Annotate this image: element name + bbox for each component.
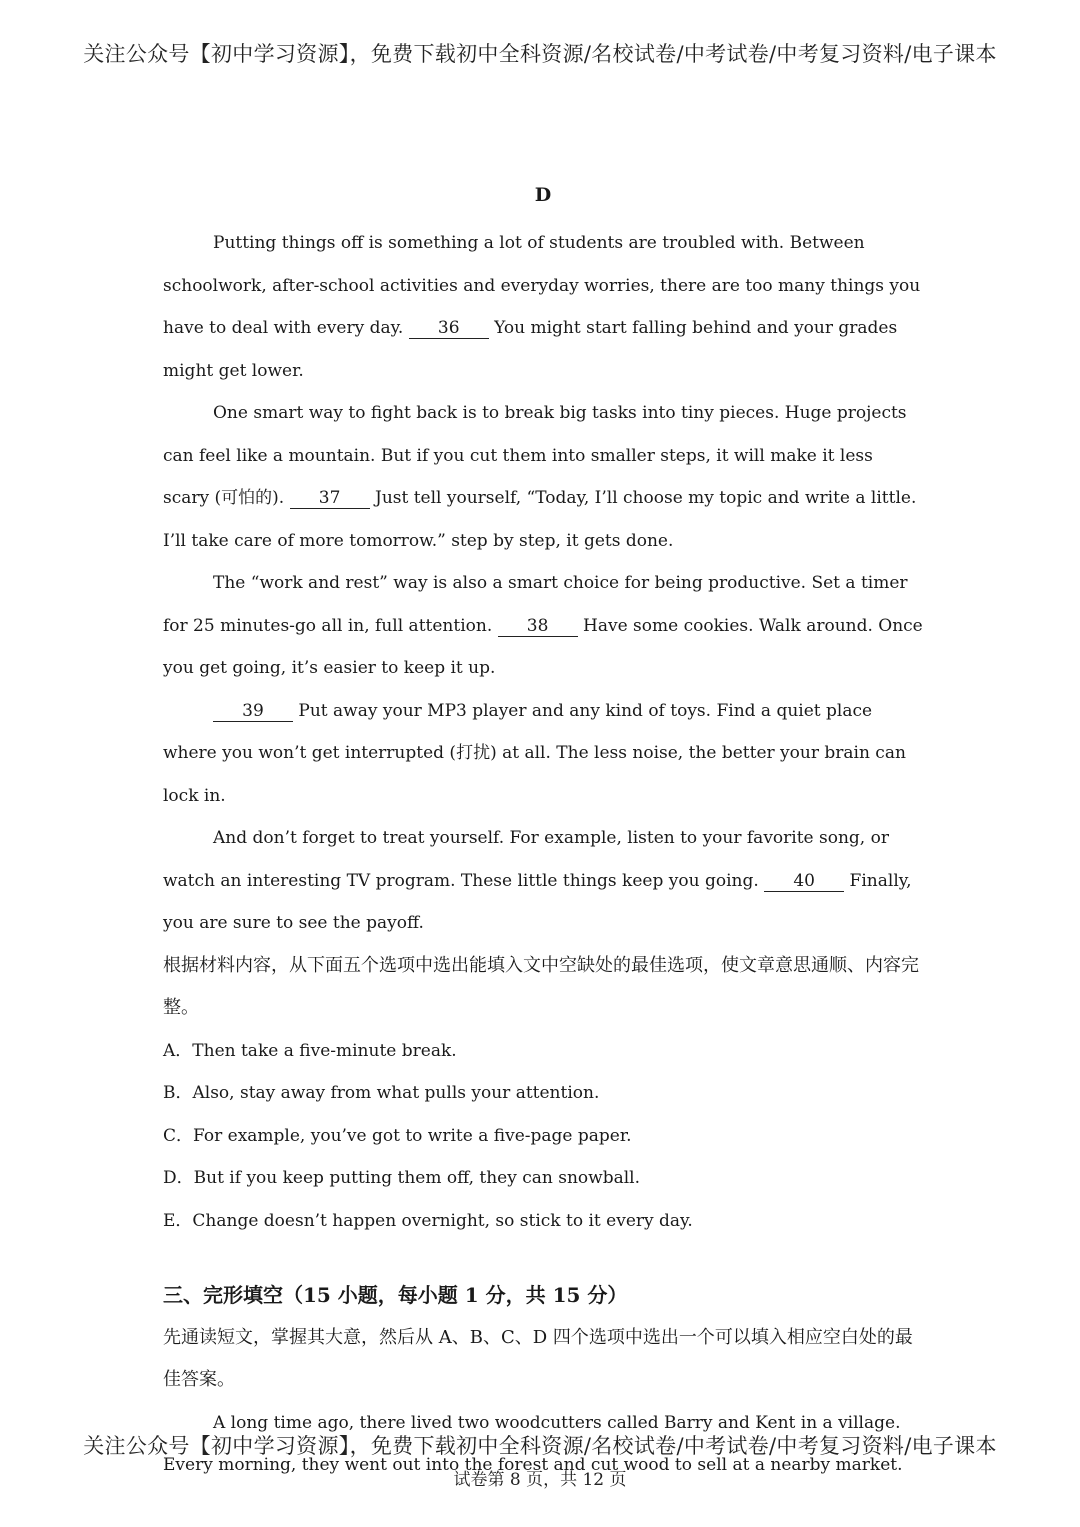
passage-paragraph-3 [163, 562, 923, 690]
page-number: 试卷第 8 页，共 12 页 [453, 1470, 627, 1490]
option-d: D．But if you keep putting them off, they can snowball. [163, 1168, 640, 1188]
paragraph-text: Just tell yourself, “Today, I’ll choose my topic and write a little. I’ll take care of more tomorrow.” step by step, it gets done. [163, 488, 917, 551]
header-banner: 关注公众号【初中学习资源】，免费下载初中全科资源/名校试卷/中考试卷/中考复习资料/电子课本 [83, 42, 997, 66]
paragraph-text: Have some cookies. Walk around. Once you get going, it’s easier to keep it up. [163, 615, 923, 678]
blank-39: 39 [213, 701, 293, 722]
footer-banner: 关注公众号【初中学习资源】，免费下载初中全科资源/名校试卷/中考试卷/中考复习资料/电子课本 [83, 1434, 997, 1458]
blank-36: 36 [409, 318, 489, 339]
option-a: A．Then take a five-minute break. [163, 1040, 457, 1061]
passage-paragraph-4 [163, 690, 923, 818]
option-c: C．For example, you’ve got to write a five-page paper. [163, 1125, 632, 1146]
paragraph-text: Put away your MP3 player and any kind of toys. Find a quiet place where you won’t get interrupted (打扰) at all. The less noise, the better your brain can lock in. [163, 700, 906, 806]
blank-37: 37 [290, 488, 370, 509]
option-e: E．Change doesn’t happen overnight, so stick to it every day. [163, 1210, 693, 1231]
page-content [163, 180, 923, 1487]
paragraph-text: Putting things off is something a lot of students are troubled with. Between schoolwork, after-school activities and everyday worries, there are too many things you have to deal with every day. [163, 233, 921, 338]
passage-paragraph-1 [163, 222, 923, 392]
cloze-paragraph-1: A long time ago, there lived two woodcutters called Barry and Kent in a village. Every morning, they went out into the forest and cut wood to sell at a nearby market. [163, 1412, 903, 1475]
paragraph-text: You might start falling behind and your grades might get lower. [163, 318, 898, 381]
paragraph-text: And don’t forget to treat yourself. For example, listen to your favorite song, or watch an interesting TV program. These little things keep you going. [163, 828, 889, 891]
paragraph-text: Finally, you are sure to see the payoff. [163, 870, 912, 933]
passage-paragraph-5 [163, 817, 923, 945]
paragraph-text: The “work and rest” way is also a smart choice for being productive. Set a timer for 25 minutes-go all in, full attention. [163, 573, 908, 636]
section-letter: D [534, 184, 552, 206]
option-b: B．Also, stay away from what pulls your attention. [163, 1083, 600, 1103]
blank-38: 38 [498, 616, 578, 637]
section-heading: 三、完形填空（15 小题，每小题 1 分，共 15 分） [163, 1283, 628, 1307]
instruction-text: 根据材料内容，从下面五个选项中选出能填入文中空缺处的最佳选项，使文章意思通顺、内容完整。 [163, 954, 919, 1018]
blank-40: 40 [764, 871, 844, 892]
section-instruction: 先通读短文，掌握其大意，然后从 A、B、C、D 四个选项中选出一个可以填入相应空白处的最佳答案。 [163, 1326, 913, 1390]
paragraph-text: One smart way to fight back is to break big tasks into tiny pieces. Huge projects can feel like a mountain. But if you cut them into smaller steps, it will make it less scary (可怕的). [163, 403, 907, 508]
passage-paragraph-2 [163, 392, 923, 562]
